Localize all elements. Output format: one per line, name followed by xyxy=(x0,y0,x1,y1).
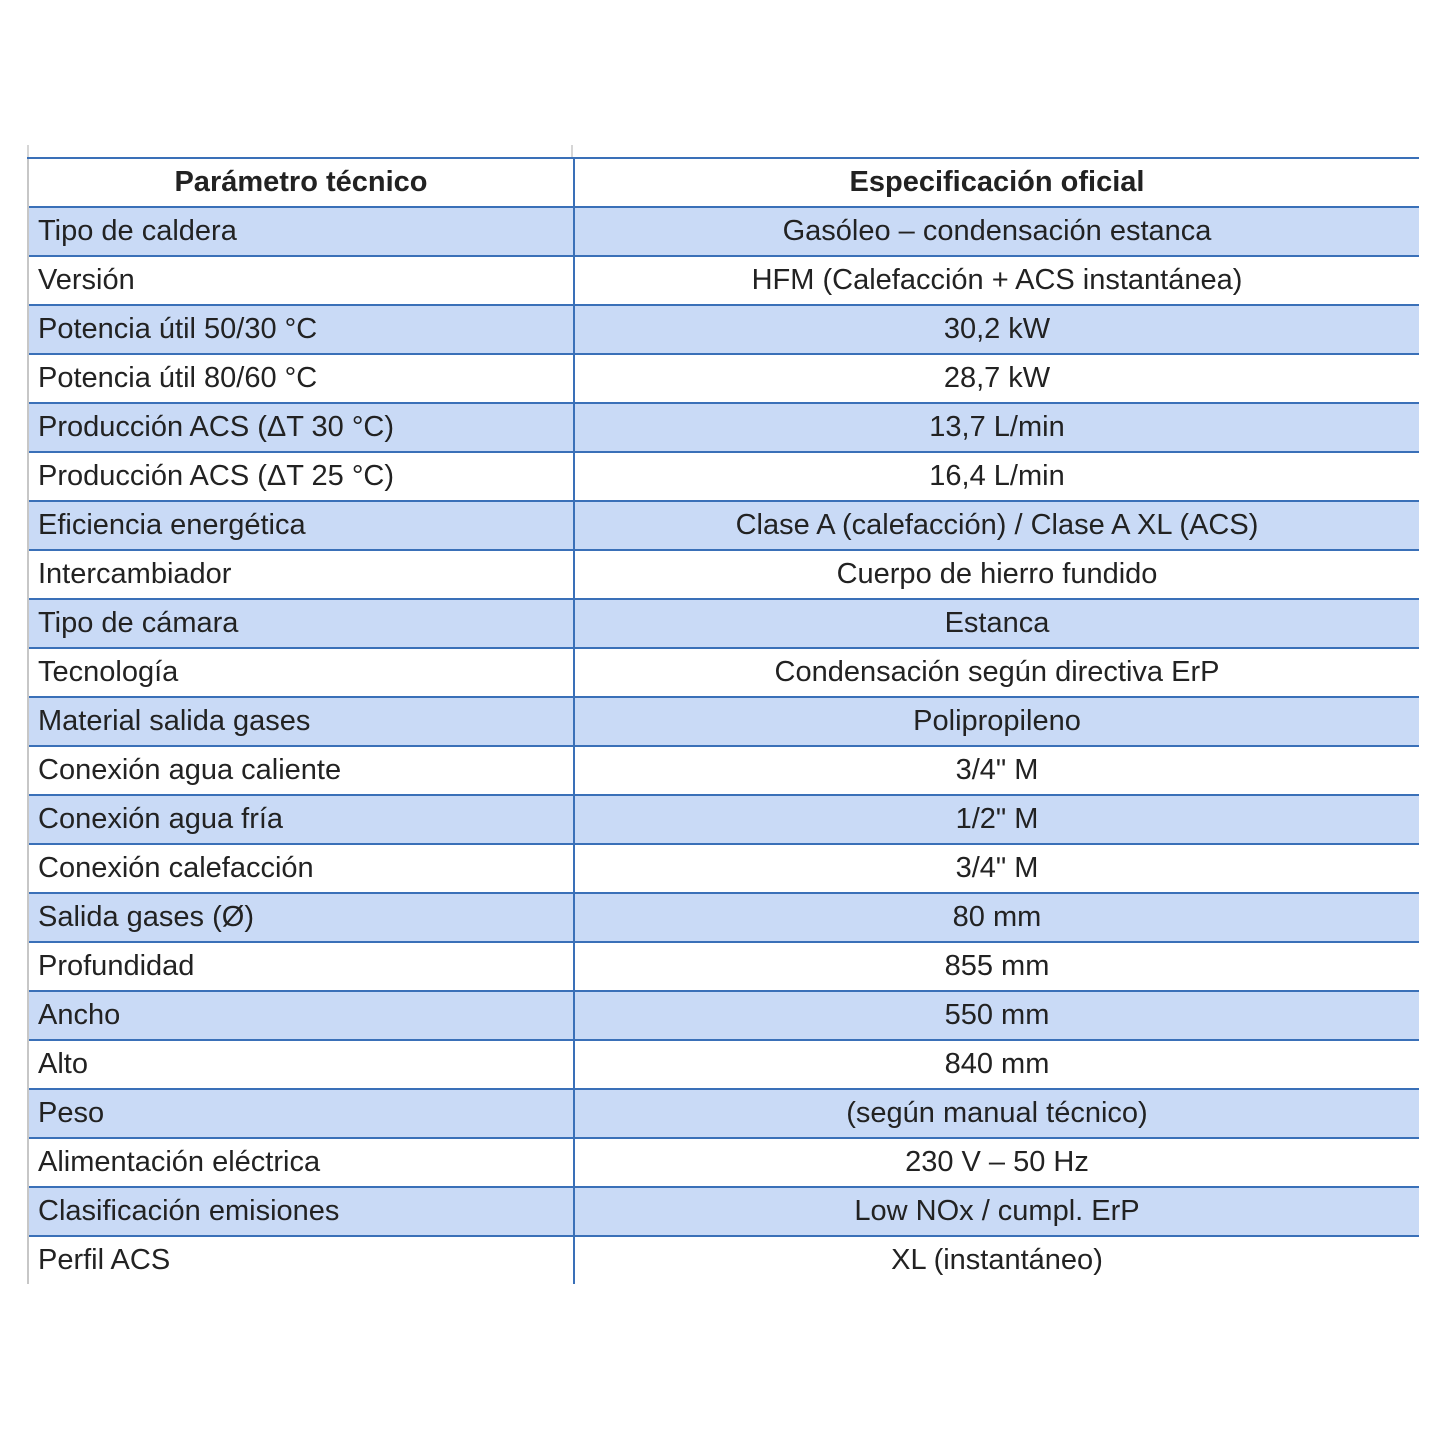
specification-cell: (según manual técnico) xyxy=(574,1089,1419,1138)
specification-cell: 30,2 kW xyxy=(574,305,1419,354)
table-row xyxy=(28,403,1419,452)
table-header-row xyxy=(28,158,1419,207)
parameter-cell: Conexión agua caliente xyxy=(28,746,574,795)
table-row xyxy=(28,1138,1419,1187)
specification-cell: Estanca xyxy=(574,599,1419,648)
table-row xyxy=(28,207,1419,256)
specification-cell: Polipropileno xyxy=(574,697,1419,746)
parameter-cell: Profundidad xyxy=(28,942,574,991)
parameter-cell: Alimentación eléctrica xyxy=(28,1138,574,1187)
parameter-cell: Conexión agua fría xyxy=(28,795,574,844)
table-row xyxy=(28,1089,1419,1138)
parameter-cell: Alto xyxy=(28,1040,574,1089)
parameter-cell: Versión xyxy=(28,256,574,305)
table-row xyxy=(28,452,1419,501)
table-row xyxy=(28,1187,1419,1236)
parameter-cell: Salida gases (Ø) xyxy=(28,893,574,942)
specification-cell: 855 mm xyxy=(574,942,1419,991)
specification-cell: 13,7 L/min xyxy=(574,403,1419,452)
table-row xyxy=(28,354,1419,403)
specification-cell: 3/4ʺ M xyxy=(574,746,1419,795)
table-row xyxy=(28,746,1419,795)
parameter-cell: Ancho xyxy=(28,991,574,1040)
parameter-cell: Potencia útil 50/30 °C xyxy=(28,305,574,354)
parameter-cell: Producción ACS (ΔT 30 °C) xyxy=(28,403,574,452)
parameter-cell: Tipo de caldera xyxy=(28,207,574,256)
table-row xyxy=(28,844,1419,893)
specification-cell: 16,4 L/min xyxy=(574,452,1419,501)
parameter-cell: Material salida gases xyxy=(28,697,574,746)
table-row xyxy=(28,1040,1419,1089)
spec-table-container xyxy=(27,145,1418,1284)
specification-cell: Condensación según directiva ErP xyxy=(574,648,1419,697)
parameter-cell: Tipo de cámara xyxy=(28,599,574,648)
header-specification: Especificación oficial xyxy=(574,158,1419,207)
parameter-cell: Peso xyxy=(28,1089,574,1138)
parameter-cell: Potencia útil 80/60 °C xyxy=(28,354,574,403)
specification-cell: Gasóleo – condensación estanca xyxy=(574,207,1419,256)
table-row xyxy=(28,795,1419,844)
parameter-cell: Perfil ACS xyxy=(28,1236,574,1284)
parameter-cell: Tecnología xyxy=(28,648,574,697)
specification-cell: XL (instantáneo) xyxy=(574,1236,1419,1284)
parameter-cell: Clasificación emisiones xyxy=(28,1187,574,1236)
specification-cell: 1/2ʺ M xyxy=(574,795,1419,844)
table-row xyxy=(28,648,1419,697)
specification-cell: 840 mm xyxy=(574,1040,1419,1089)
specification-cell: HFM (Calefacción + ACS instantánea) xyxy=(574,256,1419,305)
parameter-cell: Producción ACS (ΔT 25 °C) xyxy=(28,452,574,501)
table-row xyxy=(28,1236,1419,1284)
specification-cell: 3/4ʺ M xyxy=(574,844,1419,893)
specification-cell: Low NOx / cumpl. ErP xyxy=(574,1187,1419,1236)
table-body xyxy=(28,207,1419,1284)
table-row xyxy=(28,550,1419,599)
table-top-gap xyxy=(27,145,1418,157)
header-parameter: Parámetro técnico xyxy=(28,158,574,207)
specification-cell: 28,7 kW xyxy=(574,354,1419,403)
parameter-cell: Conexión calefacción xyxy=(28,844,574,893)
parameter-cell: Eficiencia energética xyxy=(28,501,574,550)
table-row xyxy=(28,697,1419,746)
specification-cell: Clase A (calefacción) / Clase A XL (ACS) xyxy=(574,501,1419,550)
specification-cell: 80 mm xyxy=(574,893,1419,942)
specification-cell: 230 V – 50 Hz xyxy=(574,1138,1419,1187)
spec-table xyxy=(27,157,1419,1284)
specification-cell: Cuerpo de hierro fundido xyxy=(574,550,1419,599)
table-row xyxy=(28,942,1419,991)
specification-cell: 550 mm xyxy=(574,991,1419,1040)
table-row xyxy=(28,256,1419,305)
table-row xyxy=(28,893,1419,942)
table-row xyxy=(28,991,1419,1040)
table-row xyxy=(28,305,1419,354)
table-row xyxy=(28,599,1419,648)
parameter-cell: Intercambiador xyxy=(28,550,574,599)
table-row xyxy=(28,501,1419,550)
